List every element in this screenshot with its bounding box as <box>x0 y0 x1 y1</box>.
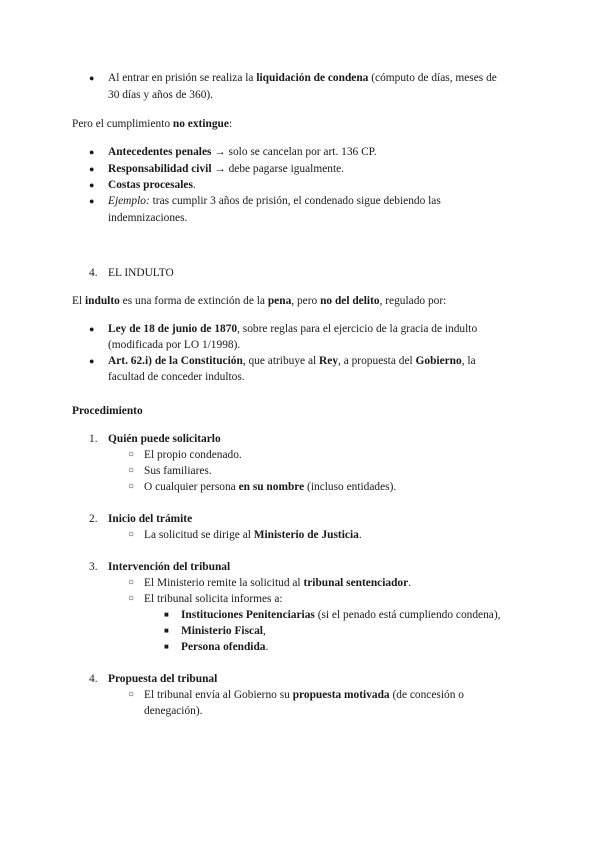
list-item: Antecedentes penales → solo se cancelan por art. 136 CP. <box>108 146 377 158</box>
sub-sub-item: Ministerio Fiscal, <box>181 625 266 637</box>
step-title: Quién puede solicitarlo <box>108 433 221 445</box>
bullet-icon: ● <box>89 324 95 334</box>
bullet-icon: ● <box>89 180 95 190</box>
sub-sub-item: Instituciones Penitenciarias (si el penado está cumpliendo condena), <box>181 609 501 621</box>
square-bullet-icon: ■ <box>164 642 169 651</box>
step-number: 4. <box>89 673 98 685</box>
circle-bullet-icon: ○ <box>128 465 135 476</box>
section-title: EL INDULTO <box>108 267 174 279</box>
circle-bullet-icon: ○ <box>128 689 135 700</box>
circle-bullet-icon: ○ <box>128 529 135 540</box>
circle-bullet-icon: ○ <box>128 577 135 588</box>
sub-item: El tribunal envía al Gobierno su propuesta motivada (de concesión o <box>144 689 464 701</box>
list-item-line2: facultad de conceder indultos. <box>108 371 245 383</box>
step-number: 1. <box>89 433 98 445</box>
sub-sub-item: Persona ofendida. <box>181 641 269 653</box>
step-number: 3. <box>89 561 98 573</box>
sub-item: El tribunal solicita informes a: <box>144 593 283 605</box>
list-item: Costas procesales. <box>108 179 196 191</box>
bullet-icon: ● <box>89 147 95 157</box>
square-bullet-icon: ■ <box>164 610 169 619</box>
bullet-icon: ● <box>89 356 95 366</box>
ejemplo-item: Ejemplo: tras cumplir 3 años de prisión, el condenado sigue debiendo las <box>108 195 441 207</box>
circle-bullet-icon: ○ <box>128 449 135 460</box>
step-title: Propuesta del tribunal <box>108 673 218 685</box>
sub-item: El Ministerio remite la solicitud al tribunal sentenciador. <box>144 577 412 589</box>
list-item: Ley de 18 de junio de 1870, sobre reglas para el ejercicio de la gracia de indulto <box>108 323 478 335</box>
cumplimiento-paragraph: Pero el cumplimiento no extingue: <box>72 118 233 130</box>
step-number: 2. <box>89 513 98 525</box>
bullet-icon: ● <box>89 73 95 83</box>
list-item: Art. 62.i) de la Constitución, que atribuye al Rey, a propuesta del Gobierno, la <box>108 355 476 367</box>
circle-bullet-icon: ○ <box>128 481 135 492</box>
bullet-icon: ● <box>89 196 95 206</box>
sub-item-line2: denegación). <box>144 705 203 717</box>
indulto-definition: El indulto es una forma de extinción de la pena, pero no del delito, regulado por: <box>72 295 447 307</box>
sub-item: El propio condenado. <box>144 449 242 461</box>
list-item: Responsabilidad civil → debe pagarse igualmente. <box>108 163 345 175</box>
ejemplo-item-line2: indemnizaciones. <box>108 212 188 224</box>
liquidacion-bullet-line2: 30 días y años de 360). <box>108 89 214 101</box>
procedimiento-heading: Procedimiento <box>72 405 143 417</box>
list-item-line2: (modificada por LO 1/1998). <box>108 339 241 351</box>
section-number: 4. <box>89 267 98 279</box>
sub-item: Sus familiares. <box>144 465 212 477</box>
step-title: Intervención del tribunal <box>108 561 231 573</box>
bullet-icon: ● <box>89 164 95 174</box>
circle-bullet-icon: ○ <box>128 593 135 604</box>
liquidacion-bullet: Al entrar en prisión se realiza la liquidación de condena (cómputo de días, meses de <box>108 72 497 84</box>
sub-item: O cualquier persona en su nombre (incluso entidades). <box>144 481 397 493</box>
step-title: Inicio del trámite <box>108 513 193 525</box>
square-bullet-icon: ■ <box>164 626 169 635</box>
sub-item: La solicitud se dirige al Ministerio de Justicia. <box>144 529 362 541</box>
